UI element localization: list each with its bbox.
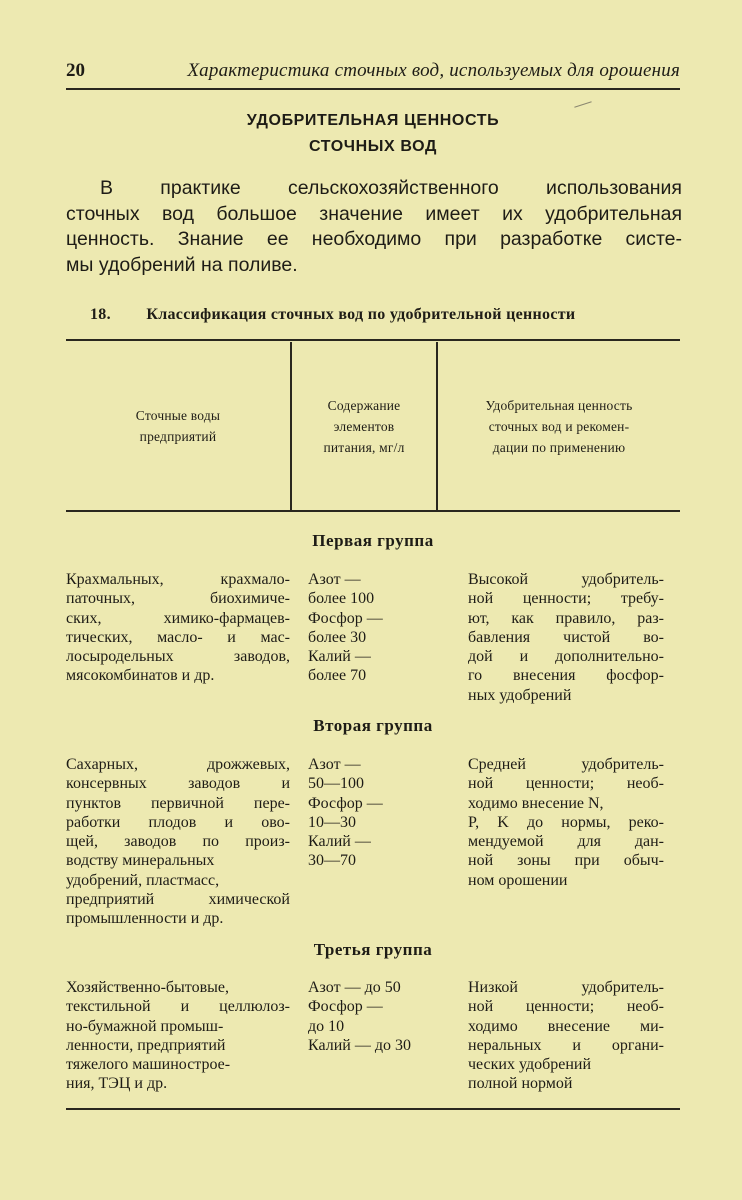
cell-line: ной зоны при обыч-: [468, 852, 664, 870]
value-cell: [468, 978, 664, 1094]
column-header-line: Содержание: [327, 397, 401, 413]
cell-line: более 100: [308, 590, 375, 608]
column-header-value: [438, 342, 680, 510]
table-bottom-rule: [66, 1108, 680, 1110]
intro-paragraph: [66, 176, 682, 278]
cell-line: 30—70: [308, 852, 356, 870]
column-header-line: дации по применению: [492, 439, 626, 455]
cell-line: 10—30: [308, 813, 356, 831]
cell-line: ходимо внесение N,: [468, 794, 604, 812]
cell-line: предприятий химической: [66, 891, 290, 909]
column-header-line: сточных вод и рекомен-: [488, 418, 630, 434]
cell-line: щей, заводов по произ-: [66, 833, 290, 851]
cell-line: ческих удобрений: [468, 1056, 592, 1074]
cell-line: ной ценности; требу-: [468, 590, 664, 608]
section-title-line: УДОБРИТЕЛЬНАЯ ЦЕННОСТЬ: [246, 112, 500, 129]
intro-line: сточных вод большое значение имеет их удобрительная: [66, 202, 682, 225]
cell-line: водству минеральных: [66, 852, 215, 870]
cell-line: Фосфор —: [308, 609, 383, 627]
cell-line: но-бумажной промыш-: [66, 1017, 224, 1035]
value-cell: [468, 755, 664, 890]
column-header-line: элементов: [333, 418, 395, 434]
table-number: 18.: [90, 306, 111, 323]
header-rule: [66, 88, 680, 90]
cell-line: Сахарных, дрожжевых,: [66, 756, 290, 773]
cell-line: P, K до нормы, реко-: [468, 813, 664, 831]
cell-line: ленности, предприятий: [66, 1036, 226, 1054]
group-title: Третья группа: [313, 940, 433, 959]
group-title: Вторая группа: [313, 716, 433, 735]
cell-line: 50—100: [308, 775, 364, 793]
cell-line: ходимо внесение ми-: [468, 1017, 664, 1035]
running-head: [66, 60, 680, 86]
cell-line: ной ценности; необ-: [468, 998, 664, 1016]
column-header-line: Сточные воды: [135, 408, 221, 423]
cell-line: до 10: [308, 1017, 345, 1035]
cell-line: работки плодов и ово-: [66, 813, 290, 831]
cell-line: мендуемой для дан-: [468, 833, 664, 851]
cell-line: тических, масло- и мас-: [66, 628, 290, 646]
cell-line: бавления чистой во-: [468, 628, 664, 646]
cell-line: Низкой удобритель-: [468, 979, 664, 996]
cell-line: Хозяйственно-бытовые,: [66, 979, 229, 996]
cell-line: более 70: [308, 667, 367, 685]
cell-line: ных удобрений: [468, 686, 572, 704]
section-title-line: СТОЧНЫХ ВОД: [309, 138, 437, 155]
nutrients-cell: [308, 570, 448, 686]
cell-line: го внесения фосфор-: [468, 667, 664, 685]
cell-line: мясокомбинатов и др.: [66, 667, 215, 685]
cell-line: консервных заводов и: [66, 775, 290, 793]
cell-line: Азот —: [308, 756, 361, 773]
cell-line: Азот —: [308, 571, 361, 588]
section-title: [66, 108, 680, 160]
cell-line: промышленности и др.: [66, 910, 224, 928]
intro-line: мы удобрений на поливе.: [66, 253, 298, 276]
cell-line: тяжелого машинострое-: [66, 1056, 231, 1074]
source-cell: [66, 978, 290, 1094]
column-header-nutrients: [292, 342, 436, 510]
cell-line: Средней удобритель-: [468, 756, 664, 773]
source-cell: [66, 570, 290, 686]
table-caption-text: Классификация сточных вод по удобрительной ценности: [146, 306, 576, 323]
cell-line: Фосфор —: [308, 794, 383, 812]
cell-line: Азот — до 50: [308, 979, 401, 996]
cell-line: Калий — до 30: [308, 1036, 411, 1054]
cell-line: ной ценности; необ-: [468, 775, 664, 793]
cell-line: ют, как правило, раз-: [468, 609, 664, 627]
group-title: Первая группа: [312, 531, 434, 550]
running-title: Характеристика сточных вод, используемых для орошения: [187, 60, 680, 81]
source-cell: [66, 755, 290, 929]
table-top-rule: [66, 339, 680, 341]
cell-line: Фосфор —: [308, 998, 383, 1016]
cell-line: неральных и органи-: [468, 1036, 664, 1054]
table-header-rule: [66, 510, 680, 512]
column-header-line: Удобрительная ценность: [485, 397, 633, 413]
cell-line: более 30: [308, 628, 367, 646]
cell-line: Калий —: [308, 833, 371, 851]
column-header-source: [66, 342, 290, 510]
cell-line: ния, ТЭЦ и др.: [66, 1075, 168, 1093]
cell-line: текстильной и целлюлоз-: [66, 998, 290, 1016]
cell-line: ном орошении: [468, 871, 568, 889]
cell-line: дой и дополнительно-: [468, 648, 664, 666]
cell-line: Калий —: [308, 648, 371, 666]
intro-line: В практике сельскохозяйственного использования: [100, 177, 682, 199]
value-cell: [468, 570, 664, 705]
table-caption: [66, 306, 680, 324]
page-number: 20: [66, 60, 85, 81]
cell-line: лосыродельных заводов,: [66, 648, 290, 666]
cell-line: полной нормой: [468, 1075, 573, 1093]
cell-line: паточных, биохимиче-: [66, 590, 290, 608]
column-header-line: питания, мг/л: [323, 439, 405, 455]
cell-line: ских, химико-фармацев-: [66, 609, 290, 627]
cell-line: Крахмальных, крахмало-: [66, 571, 290, 588]
intro-line: ценность. Знание ее необходимо при разработке систе-: [66, 228, 682, 250]
cell-line: Высокой удобритель-: [468, 571, 664, 588]
cell-line: пунктов первичной пере-: [66, 794, 290, 812]
nutrients-cell: [308, 978, 448, 1055]
nutrients-cell: [308, 755, 448, 871]
column-header-line: предприятий: [139, 429, 217, 444]
cell-line: удобрений, пластмасс,: [66, 871, 220, 889]
print-mark: [574, 101, 591, 108]
